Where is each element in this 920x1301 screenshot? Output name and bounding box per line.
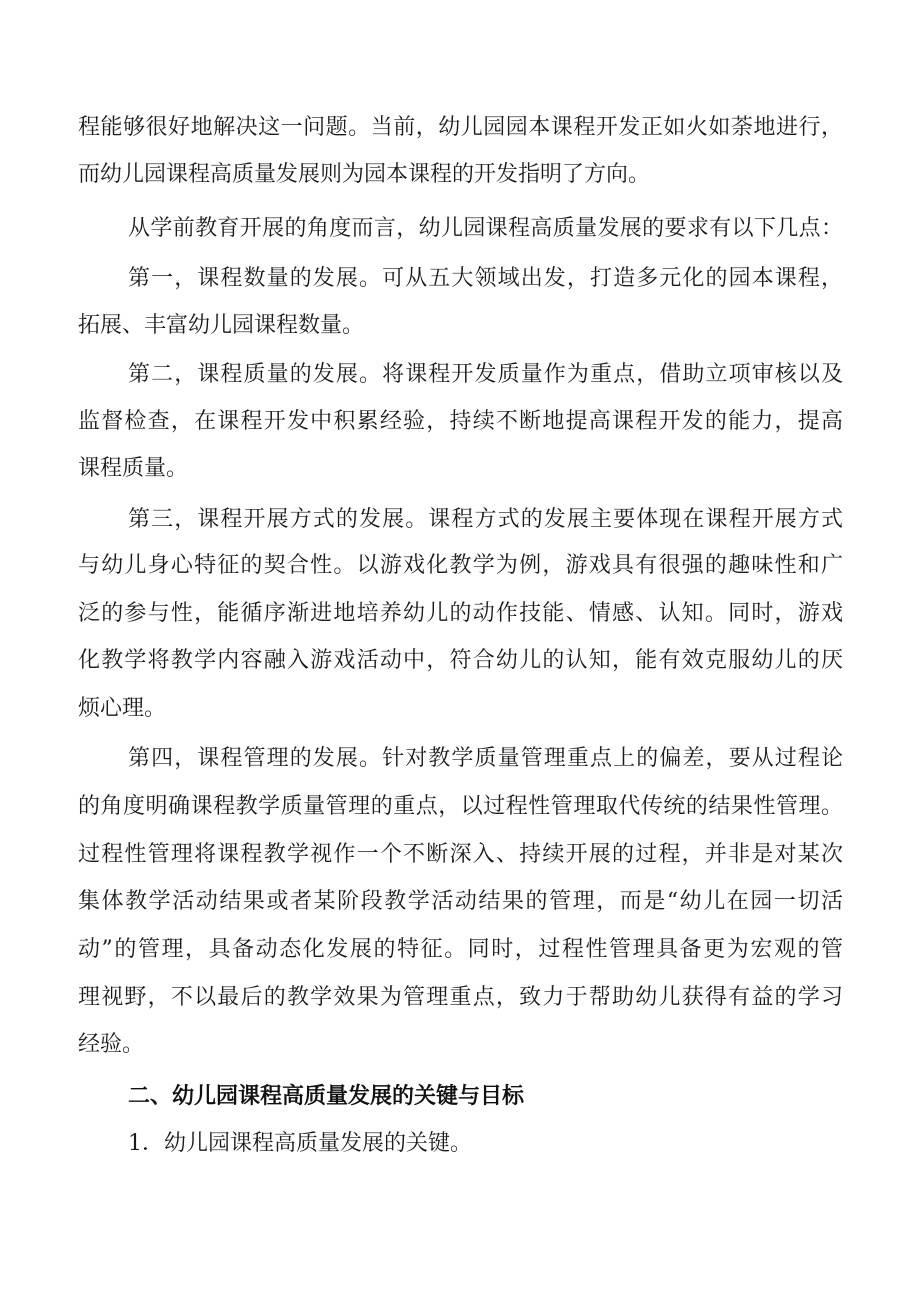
subsection-heading: 1．幼儿园课程高质量发展的关键。 [128,1131,472,1156]
paragraph-line: 拓展、丰富幼儿园课程数量。 [78,313,365,338]
paragraph-line: 动”的管理，具备动态化发展的特征。同时，过程性管理具备更为宏观的管 [78,937,843,962]
paragraph-line: 从学前教育开展的角度而言，幼儿园课程高质量发展的要求有以下几点： [128,216,843,241]
paragraph-line: 课程质量。 [78,456,189,481]
paragraph-line: 过程性管理将课程教学视作一个不断深入、持续开展的过程，并非是对某次 [78,842,843,867]
paragraph-line: 经验。 [78,1032,145,1057]
paragraph-line: 程能够很好地解决这一问题。当前，幼儿园园本课程开发正如火如荼地进行， [78,115,843,140]
paragraph-line: 而幼儿园课程高质量发展则为园本课程的开发指明了方向。 [78,162,651,187]
paragraph-line: 理视野，不以最后的教学效果为管理重点，致力于帮助幼儿获得有益的学习 [78,985,843,1010]
section-heading: 二、幼儿园课程高质量发展的关键与目标 [128,1084,525,1109]
paragraph-line: 烦心理。 [78,696,167,721]
paragraph-line: 泛的参与性，能循序渐进地培养幼儿的动作技能、情感、认知。同时，游戏 [78,601,843,626]
paragraph-line: 第四，课程管理的发展。针对教学质量管理重点上的偏差，要从过程论 [128,746,843,771]
paragraph-line: 监督检查，在课程开发中积累经验，持续不断地提高课程开发的能力，提高 [78,409,843,434]
paragraph-line: 集体教学活动结果或者某阶段教学活动结果的管理，而是“幼儿在园一切活 [78,889,843,914]
paragraph-line: 化教学将教学内容融入游戏活动中，符合幼儿的认知，能有效克服幼儿的厌 [78,648,843,673]
paragraph-line: 第三，课程开展方式的发展。课程方式的发展主要体现在课程开展方式 [128,507,843,532]
paragraph-line: 第二，课程质量的发展。将课程开发质量作为重点，借助立项审核以及 [128,362,843,387]
paragraph-line: 的角度明确课程教学质量管理的重点，以过程性管理取代传统的结果性管理。 [78,794,843,819]
paragraph-line: 第一，课程数量的发展。可从五大领域出发，打造多元化的园本课程， [128,266,843,291]
paragraph-line: 与幼儿身心特征的契合性。以游戏化教学为例，游戏具有很强的趣味性和广 [78,553,843,578]
